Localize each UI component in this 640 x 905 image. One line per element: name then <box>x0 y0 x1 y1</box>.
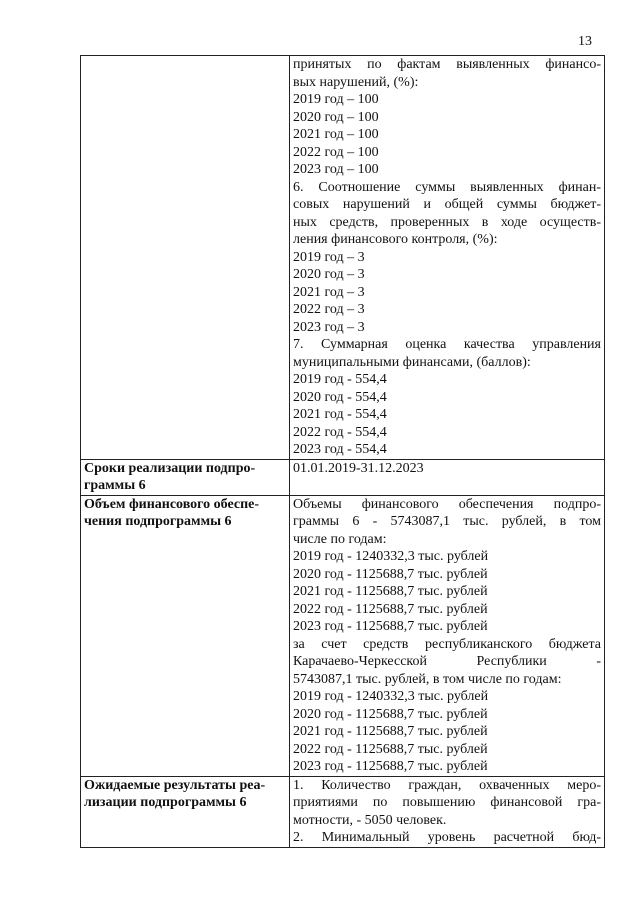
text-line: 2022 год - 1125688,7 тыс. рублей <box>293 601 488 617</box>
row-label: граммы 6 <box>84 478 146 493</box>
text-line: 2019 год – 100 <box>293 92 379 107</box>
text-line: 2022 год - 554,4 <box>293 424 387 440</box>
text-line: 2021 год - 1125688,7 тыс. рублей <box>293 584 488 599</box>
text-line: совых нарушений и общей суммы бюджет- <box>293 197 601 212</box>
text-line: 2020 год – 3 <box>293 267 365 282</box>
row-label: Объем финансового обеспе- <box>84 496 260 512</box>
text-line: 2021 год – 3 <box>293 284 365 300</box>
row-label: чения подпрограммы 6 <box>84 514 232 529</box>
text-line: 2. Минимальный уровень расчетной бюд- <box>293 830 601 845</box>
text-line: Объемы финансового обеспечения подпро- <box>293 496 601 512</box>
text-line: за счет средств республиканского бюджета <box>293 636 601 652</box>
row-label: лизации подпрограммы 6 <box>84 795 247 810</box>
table-row <box>81 495 605 776</box>
text-line: 2022 год – 3 <box>293 302 365 317</box>
text-line: 2019 год - 554,4 <box>293 372 387 387</box>
label-cell-finance <box>81 495 290 776</box>
text-line: 7. Суммарная оценка качества управления <box>293 337 601 352</box>
text-line: 2023 год - 554,4 <box>293 442 387 457</box>
text-line: 6. Соотношение суммы выявленных финан- <box>293 179 601 195</box>
text-line: 2019 год - 1240332,3 тыс. рублей <box>293 689 489 704</box>
text-line: приятиями по повышению финансовой гра- <box>293 795 601 810</box>
text-line: граммы 6 - 5743087,1 тыс. рублей, в том <box>293 514 601 529</box>
text-line: числе по годам: <box>293 531 387 547</box>
text-line: мотности, - 5050 человек. <box>293 812 447 828</box>
value-cell-indicators <box>290 56 605 460</box>
value-cell-results <box>290 776 605 847</box>
label-cell-results <box>81 776 290 847</box>
label-cell-empty <box>81 56 290 460</box>
text-line: 2023 год - 1125688,7 тыс. рублей <box>293 619 488 634</box>
terms-value: 01.01.2019-31.12.2023 <box>293 460 424 476</box>
text-line: вых нарушений, (%): <box>293 74 419 90</box>
text-line: Карачаево-Черкесской Республики - <box>293 654 601 669</box>
table-row <box>81 776 605 847</box>
text-line: 2020 год - 1125688,7 тыс. рублей <box>293 566 488 582</box>
passport-table <box>80 55 605 848</box>
table-row <box>81 459 605 495</box>
text-line: 2022 год – 100 <box>293 144 379 160</box>
text-line: 2021 год - 1125688,7 тыс. рублей <box>293 724 488 739</box>
row-label: Сроки реализации подпро- <box>84 460 256 476</box>
row-label: Ожидаемые результаты реа- <box>84 777 266 793</box>
value-cell-finance <box>290 495 605 776</box>
text-line: 2022 год - 1125688,7 тыс. рублей <box>293 741 488 757</box>
text-line: 2020 год - 554,4 <box>293 389 387 405</box>
label-cell-terms <box>81 459 290 495</box>
text-line: 2021 год – 100 <box>293 127 379 142</box>
text-line: 2023 год – 3 <box>293 319 365 335</box>
text-line: 5743087,1 тыс. рублей, в том числе по годам: <box>293 671 562 687</box>
text-line: ных средств, проверенных в ходе осуществ- <box>293 214 601 230</box>
text-line: принятых по фактам выявленных финансо- <box>293 57 601 72</box>
value-cell-terms <box>290 459 605 495</box>
text-line: 2021 год - 554,4 <box>293 407 387 422</box>
text-line: 2023 год – 100 <box>293 162 379 177</box>
text-line: 2020 год - 1125688,7 тыс. рублей <box>293 706 488 722</box>
table-row <box>81 56 605 460</box>
text-line: 2019 год – 3 <box>293 249 365 265</box>
page-number: 13 <box>578 34 592 49</box>
text-line: 2019 год - 1240332,3 тыс. рублей <box>293 549 489 564</box>
text-line: муниципальными финансами, (баллов): <box>293 354 531 370</box>
text-line: 2023 год - 1125688,7 тыс. рублей <box>293 759 488 774</box>
text-line: 1. Количество граждан, охваченных меро- <box>293 777 601 793</box>
text-line: ления финансового контроля, (%): <box>293 232 498 247</box>
text-line: 2020 год – 100 <box>293 109 379 125</box>
